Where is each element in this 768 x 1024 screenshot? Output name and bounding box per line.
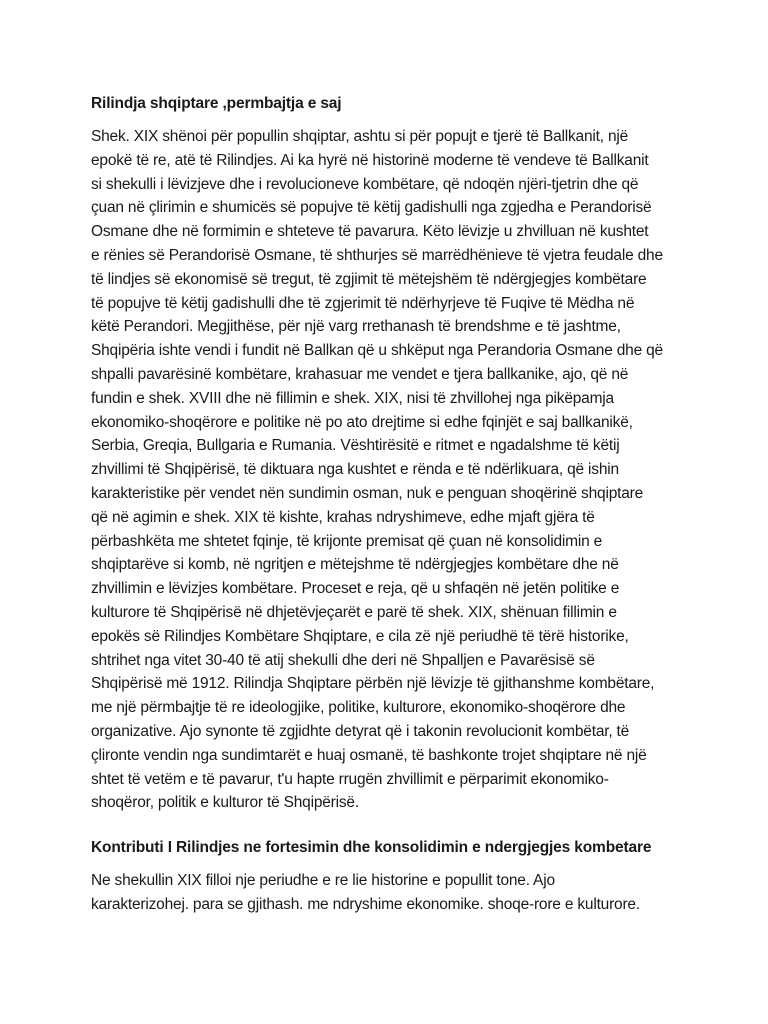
text-line: ekonomiko-shoqërore e politike në po ato drejtime si edhe fqinjët e saj ballkanikë, bbox=[91, 413, 633, 431]
text-line: çuan në çlirimin e shumicës së popujve të këtij gadishulli nga zgjedha e Perandorisë bbox=[91, 199, 652, 217]
text-line: këtë Perandori. Megjithëse, për një varg rrethanash të brendshme e të jashtme, bbox=[91, 318, 621, 336]
text-line: Shqipërisë më 1912. Rilindja Shqiptare përbën një lëvizje të gjithanshme kombëtare, bbox=[91, 675, 655, 693]
text-line: epokës së Rilindjes Kombëtare Shqiptare, e cila zë një periudhë të tërë historike, bbox=[91, 627, 629, 645]
text-line: Ne shekullin XIX filloi nje periudhe e re lie historine e popullit tone. Ajo bbox=[91, 872, 555, 889]
text-line: karakteristike për vendet nën sundimin osman, nuk e penguan shoqërinë shqiptare bbox=[91, 484, 644, 502]
text-line: shtet të vetëm e të pavarur, t'u hapte rrugën zhvillimit e përparimit ekonomiko- bbox=[91, 770, 609, 788]
section-heading-kontributi: Kontributi I Rilindjes ne fortesimin dhe konsolidimin e ndergjegjes kombetare bbox=[91, 839, 652, 856]
text-line: zhvillimin e lëvizjes kombëtare. Proceset e reja, që u shfaqën në jetën politike e bbox=[91, 580, 620, 598]
text-line: të lindjes së ekonomisë së tregut, të zgjimit të mëtejshëm të ndërgjegjes kombëtare bbox=[91, 270, 647, 288]
text-line: zhvillimi të Shqipërisë, të diktuara nga kushtet e rënda e të ndërlikuara, që ishin bbox=[91, 461, 619, 479]
text-line: që në agimin e shek. XIX të kishte, krahas ndryshimeve, edhe mjaft gjëra të bbox=[91, 508, 595, 526]
text-line: shoqëror, politik e kulturor të Shqipërisë. bbox=[91, 794, 359, 812]
body-paragraph-rilindja bbox=[91, 125, 663, 815]
text-line: e rënies së Perandorisë Osmane, të shthurjes së marrëdhënieve të vjetra feudale dhe bbox=[91, 246, 663, 264]
text-line: fundin e shek. XVIII dhe në fillimin e shek. XIX, nisi të zhvillohej nga pikëpamja bbox=[91, 389, 614, 407]
text-line: çlironte vendin nga sundimtarët e huaj osmanë, të bashkonte trojet shqiptare në një bbox=[91, 746, 647, 764]
text-line: shpalli pavarësinë kombëtare, krahasuar me vendet e tjera ballkanike, ajo, që në bbox=[91, 365, 629, 383]
text-line: të popujve të këtij gadishulli dhe të zgjerimit të ndërhyrjeve të Fuqive të Mëdha në bbox=[91, 294, 635, 312]
text-line: karakterizohej. para se gjithash. me ndryshime ekonomike. shoqe-rore e kulturore. bbox=[91, 895, 640, 913]
section-heading-rilindja: Rilindja shqiptare ,permbajtja e saj bbox=[91, 95, 342, 112]
body-paragraph-kontributi bbox=[91, 869, 640, 917]
text-line: si shekulli i lëvizjeve dhe i revolucioneve kombëtare, që ndoqën njëri-tjetrin dhe që bbox=[91, 175, 639, 193]
text-line: shqiptarëve si komb, në ngritjen e mëtejshme të ndërgjegjes kombëtare dhe në bbox=[91, 556, 619, 574]
text-line: Osmane dhe në formimin e shteteve të pavarura. Këto lëvizje u zhvilluan në kushtet bbox=[91, 223, 649, 241]
text-line: shtrihet nga vitet 30-40 të atij shekulli dhe deri në Shpalljen e Pavarësisë së bbox=[91, 651, 595, 669]
text-line: kulturore të Shqipërisë në dhjetëvjeçarët e parë të shek. XIX, shënuan fillimin e bbox=[91, 603, 617, 621]
text-line: Shek. XIX shënoi për popullin shqiptar, ashtu si për popujt e tjerë të Ballkanit, një bbox=[91, 128, 629, 145]
text-line: përbashkëta me shtetet fqinje, të krijonte premisat që çuan në konsolidimin e bbox=[91, 532, 603, 550]
text-line: epokë të re, atë të Rilindjes. Ai ka hyrë në historinë moderne të vendeve të Ballkanit bbox=[91, 151, 649, 169]
text-line: organizative. Ajo synonte të zgjidhte detyrat që i takonin revolucionit kombëtar, të bbox=[91, 722, 630, 740]
text-line: Shqipëria ishte vendi i fundit në Ballkan që u shkëput nga Perandoria Osmane dhe që bbox=[91, 342, 663, 360]
text-line: me një përmbajtje të re ideologjike, politike, kulturore, ekonomiko-shoqërore dhe bbox=[91, 699, 626, 717]
text-line: Serbia, Greqia, Bullgaria e Rumania. Vështirësitë e ritmet e ngadalshme të këtij bbox=[91, 437, 620, 455]
